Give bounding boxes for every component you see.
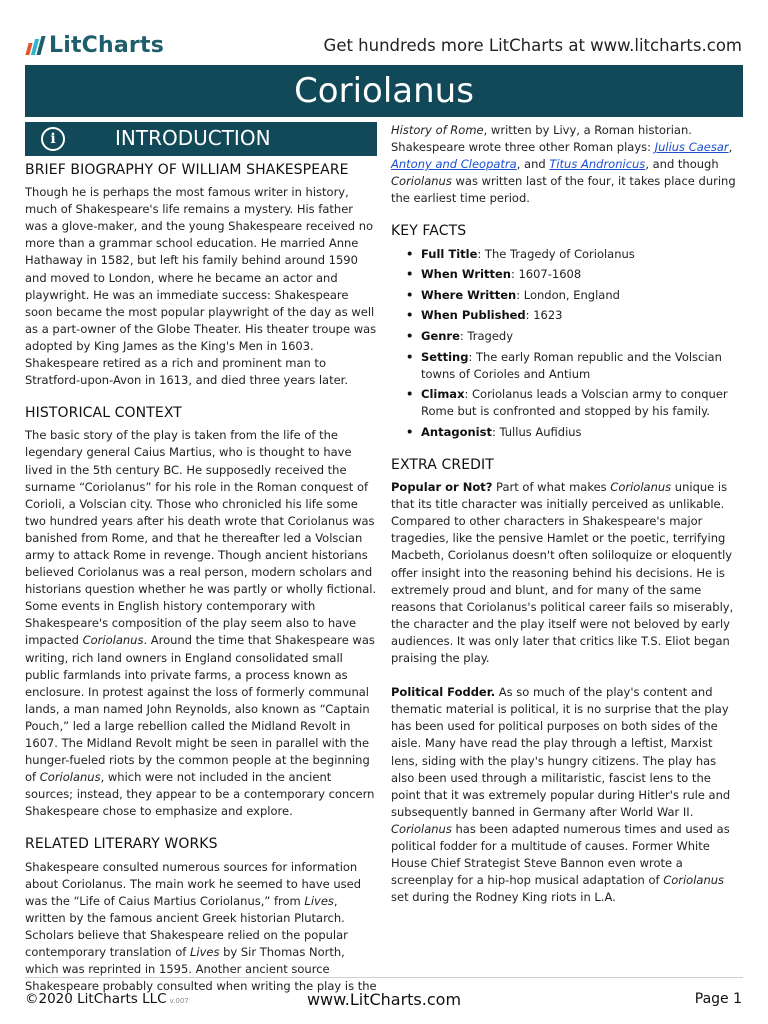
page-title: Coriolanus [25, 65, 743, 117]
page-header [0, 0, 768, 64]
right-column [391, 122, 743, 922]
related-text-part2: History of Rome, written by Livy, a Roman historian. Shakespeare wrote three other Roman plays: Julius Caesar, Antony and Cleopatra, and Titus Andronicus, and though Coriolanus was written last of the four, it takes place during the earliest time period. [391, 123, 736, 206]
extra-credit-popular: Popular or Not? Part of what makes Coriolanus unique is that its title character was initially perceived as unlikable. Compared to other characters in Shakespeare's major tragedies, like the pensive Hamlet or the poetic, terrifying Macbeth, Coriolanus doesn't often soliloquize or eloquently offer insight into the reasoning behind his decisions. He is extremely proud and blunt, and for many of the same reasons that Coriolanus's political career fails so miserably, the character and the play itself were not beloved by early audiences. It was only later that critics like T.S. Eliot began praising the play. [391, 480, 734, 666]
key-facts-list [391, 246, 743, 441]
biography-text: Though he is perhaps the most famous writer in history, much of Shakespeare's life remains a mystery. His father was a glove-maker, and the young Shakespeare received no more than a grammar school education. He married Anne Hathaway in 1582, but left his family behind around 1590 and moved to London, where he became an actor and playwright. He was an immediate success: Shakespeare soon became the most popular playwright of the day as well as a part-owner of the Globe Theater. His theater troupe was adopted by King James as the King's Men in 1603. Shakespeare retired as a rich and prominent man to Stratford-upon-Avon in 1613, and died three years later. [25, 185, 377, 388]
key-facts-section [391, 223, 743, 441]
historical-text: The basic story of the play is taken from the life of the legendary general Caius Martius, who is thought to have lived in the 5th century BC. He supposedly received the surname “Coriolanus” for his role in the Roman conquest of Corioli, a Volscian city. Those who chronicled his life some two hundred years after his death wrote that Coriolanus was banished from Rome, and that he thereafter led a Volscian army to attack Rome in revenge. Though ancient historians believed Coriolanus was a real person, modern scholars and historians question whether he was partly or wholly fictional. Some events in English history contemporary with Shakespeare's composition of the play seem also to have impacted Coriolanus. Around the time that Shakespeare was writing, rich land owners in England consolidated small public farmlands into private farms, a process known as enclosure. In protest against the loss of formerly communal lands, a man named John Reynolds, also known as “Captain Pouch,” led a large rebellion called the Midland Revolt in 1607. The Midland Revolt might be seen in parallel with the hunger-fueled riots by the common people at the beginning of Coriolanus, which were not included in the ancient sources; instead, they appear to be a contemporary concern Shakespeare chose to emphasize and explore. [25, 428, 377, 819]
key-facts-heading: KEY FACTS [391, 223, 467, 240]
link-antony-and-cleopatra[interactable]: Antony and Cleopatra [391, 157, 517, 172]
extra-credit-political: Political Fodder. As so much of the play's content and thematic material is political, it is no surprise that the play has been used for political purposes on both sides of the aisle. Many have read the play through a leftist, Marxist lens, siding with the play's hungry citizens. The play has also been used through a militaristic, fascist lens to the point that it was extremely popular during Hitler's rule and subsequently banned in Germany after World War II. Coriolanus has been adapted numerous times and used as political fodder for a multitude of causes. Former White House Chief Strategist Steve Bannon even wrote a screenplay for a hip-hop musical adaptation of Coriolanus set during the Rodney King riots in L.A. [391, 685, 731, 905]
link-titus-andronicus[interactable]: Titus Andronicus [549, 157, 646, 172]
introduction-label: INTRODUCTION [115, 126, 271, 151]
historical-heading: HISTORICAL CONTEXT [25, 405, 182, 422]
litcharts-logo[interactable] [27, 33, 164, 58]
biography-heading: BRIEF BIOGRAPHY OF WILLIAM SHAKESPEARE [25, 162, 349, 178]
key-fact-item: • Where Written: London, England [421, 287, 743, 304]
key-fact-item: • Genre: Tragedy [421, 328, 743, 345]
key-fact-item: • Antagonist: Tullus Aufidius [421, 424, 743, 441]
key-fact-item: • When Written: 1607-1608 [421, 266, 743, 283]
key-fact-item: • Climax: Coriolanus leads a Volscian army to conquer Rome but is confronted and stopped by his family. [421, 386, 743, 420]
related-text-part1: Shakespeare consulted numerous sources for information about Coriolanus. The main work he seemed to have used was the “Life of Caius Martius Coriolanus,” from Lives, written by the famous ancient Greek historian Plutarch. Scholars believe that Shakespeare relied on the popular contemporary translation of Lives by Sir Thomas North, which was reprinted in 1595. Another ancient source Shakespeare probably consulted when writing the play is the [25, 859, 377, 994]
footer-site-link[interactable]: www.LitCharts.com [306, 990, 462, 1009]
logo-bars-icon [27, 36, 43, 55]
key-fact-item: • Full Title: The Tragedy of Coriolanus [421, 246, 743, 263]
introduction-banner [25, 122, 377, 156]
info-icon: i [41, 127, 65, 151]
extra-credit-section [391, 457, 743, 906]
link-julius-caesar[interactable]: Julius Caesar [654, 140, 729, 155]
key-fact-item: • Setting: The early Roman republic and the Volscian towns of Corioles and Antium [421, 349, 743, 383]
footer-page-number: Page 1 [694, 991, 742, 1007]
related-heading: RELATED LITERARY WORKS [25, 836, 218, 853]
historical-section [25, 405, 377, 820]
biography-section [25, 162, 377, 389]
header-tagline[interactable]: Get hundreds more LitCharts at www.litcharts.com [323, 36, 742, 55]
left-column [25, 122, 377, 1011]
footer-version: v.007 [169, 997, 189, 1005]
logo-text: LitCharts [49, 33, 164, 58]
related-section [25, 836, 377, 995]
footer-copyright: ©2020 LitCharts LLC v.007 [25, 991, 189, 1007]
key-fact-item: • When Published: 1623 [421, 307, 743, 324]
extra-credit-heading: EXTRA CREDIT [391, 457, 494, 473]
related-continued [391, 122, 743, 207]
footer-divider [25, 977, 743, 978]
